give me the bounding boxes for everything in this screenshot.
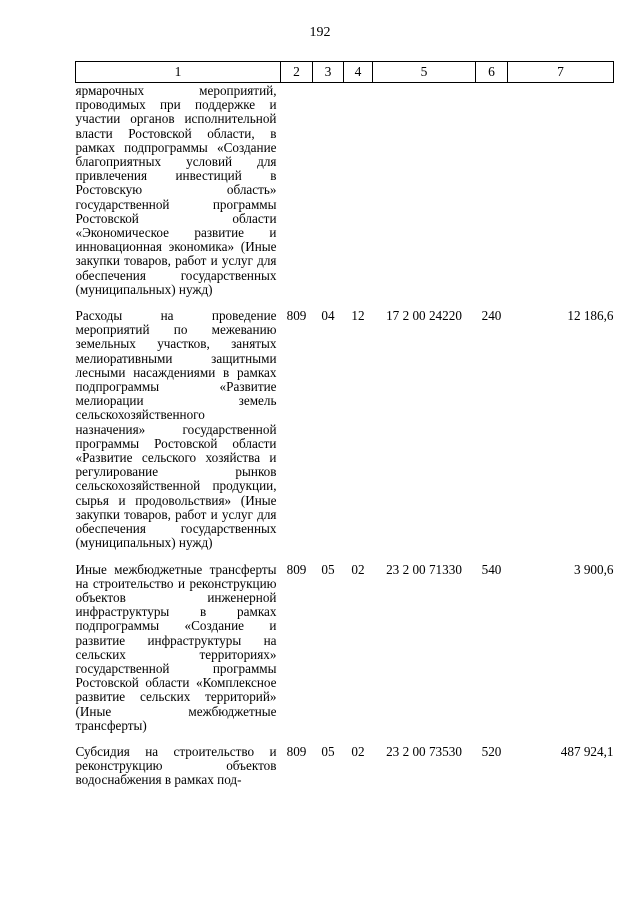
- page-number: 192: [309, 25, 331, 40]
- header-col-6: 6: [476, 62, 508, 83]
- row-ministry-code: 809: [286, 743, 307, 759]
- row-amount: [508, 83, 614, 298]
- table-row: [76, 745, 614, 788]
- row-amount: 487 924,1: [560, 743, 614, 759]
- row-ministry-code: 809: [286, 561, 307, 577]
- header-col-3: 3: [313, 62, 344, 83]
- header-col-7: 7: [508, 62, 614, 83]
- row-spacer: [76, 551, 614, 563]
- row-amount: 3 900,6: [573, 561, 614, 577]
- row-section: [313, 83, 344, 298]
- row-subsection: 12: [351, 308, 365, 324]
- header-col-4: 4: [344, 62, 373, 83]
- row-amount: 12 186,6: [567, 308, 614, 324]
- row-subsection: 02: [351, 561, 365, 577]
- table-header-row: [76, 62, 614, 83]
- row-description: Иные межбюджетные трансферты на строительство и реконструкцию объектов инженерной инфраструктуры в рамках подпрограммы «Создание и развитие инфраструктуры на сельских территориях» государственной программы Ростовской области «Комплексное развитие сельских территорий» (Иные межбюджетные трансферты): [75, 561, 277, 733]
- row-ministry-code: 809: [286, 308, 307, 324]
- row-description: ярмарочных мероприятий, проводимых при поддержке и участии органов исполнительной власти Ростовской области, в рамках подпрограммы «Создание благоприятных условий для привлечения инвестиций в Ростовскую область» государственной программы Ростовской области «Экономическое развитие и инновационная экономика» (Иные закупки товаров, работ и услуг для обеспечения государственных (муниципальных) нужд): [75, 83, 277, 297]
- budget-table: [75, 61, 614, 788]
- row-section: 05: [321, 743, 335, 759]
- row-target-article: [373, 83, 476, 298]
- header-col-1: 1: [76, 62, 281, 83]
- row-subsection: [344, 83, 373, 298]
- row-target-article: 23 2 00 73530: [386, 743, 462, 759]
- row-expense-type: 520: [481, 743, 502, 759]
- row-target-article: 17 2 00 24220: [386, 308, 462, 324]
- header-col-2: 2: [281, 62, 313, 83]
- header-col-5: 5: [373, 62, 476, 83]
- table-row: [76, 309, 614, 550]
- row-description: Расходы на проведение мероприятий по межеванию земельных участков, занятых мелиоративными защитными лесными насаждениями в рамках подпрограммы «Развитие мелиорации земель сельскохозяйственного назначения» государственной программы Ростовской области «Развитие сельского хозяйства и регулирование рынков сельскохозяйственной продукции, сырья и продовольствия» (Иные закупки товаров, работ и услуг для обеспечения государственных (муниципальных) нужд): [75, 308, 277, 551]
- row-subsection: 02: [351, 743, 365, 759]
- table-row: [76, 83, 614, 298]
- row-ministry-code: [281, 83, 313, 298]
- row-target-article: 23 2 00 71330: [386, 561, 462, 577]
- row-expense-type: [476, 83, 508, 298]
- row-expense-type: 540: [481, 561, 502, 577]
- row-description: Субсидия на строительство и реконструкцию объектов водоснабжения в рамках под-: [75, 743, 277, 788]
- row-section: 04: [321, 308, 335, 324]
- row-expense-type: 240: [481, 308, 502, 324]
- table-row: [76, 563, 614, 733]
- row-section: 05: [321, 561, 335, 577]
